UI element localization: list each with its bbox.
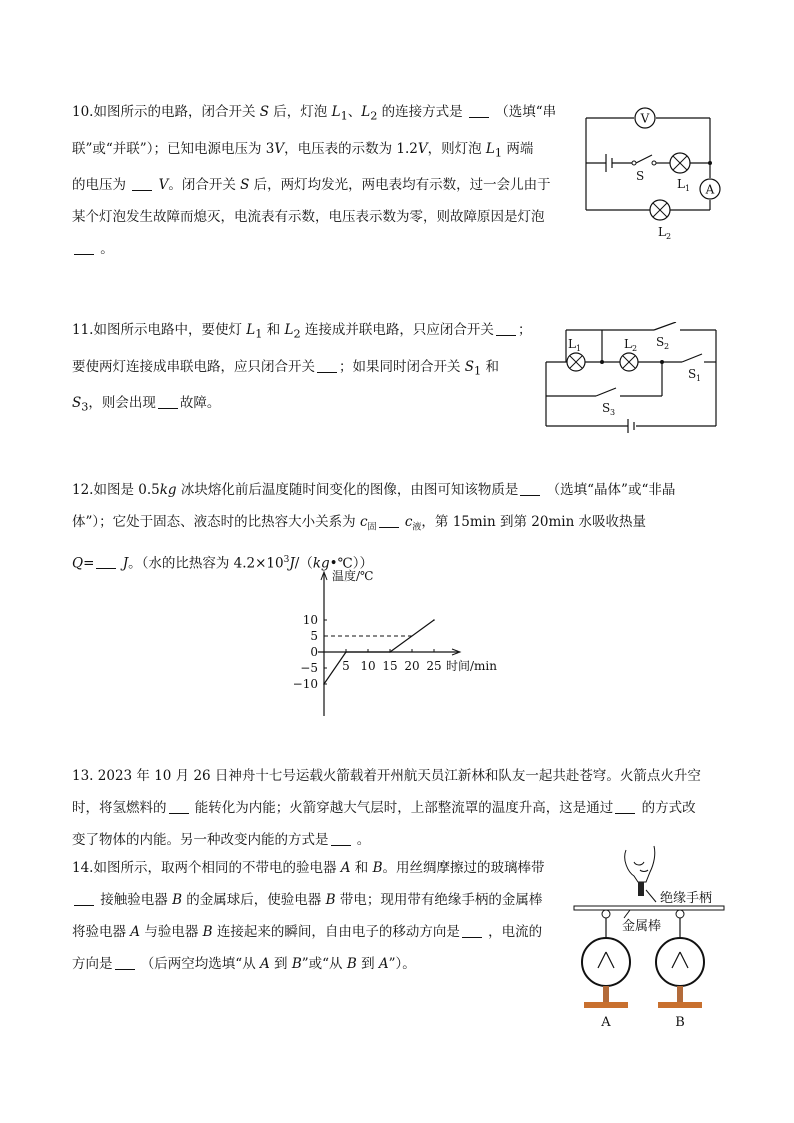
svg-text:V: V (640, 111, 650, 126)
q10-line-1: 10.如图所示的电路，闭合开关 S 后，灯泡 $L_1$、$L_2$ 的连接方式是 （选填“串 (72, 104, 557, 123)
y-tick-label: 0 (310, 645, 318, 659)
data-point (389, 651, 391, 653)
answer-blank[interactable] (317, 358, 337, 373)
q12-line-1: 12.如图是 0.5kg 冰块熔化前后温度随时间变化的图像，由图可知该物质是 （选填“晶体”或“非晶 (72, 482, 676, 498)
answer-blank[interactable] (74, 891, 94, 906)
svg-text:L: L (568, 337, 576, 351)
q12-line-3: Q= J。（水的比热容为 $4.2\times 10^3J/(kg•℃)$） (72, 554, 373, 572)
ammeter-icon (700, 179, 720, 199)
data-point (323, 683, 325, 685)
q13-line-2: 时，将氢燃料的 能转化为内能；火箭穿越大气层时，上部整流罩的温度升高，这是通过 的方式改 (72, 800, 696, 816)
voltmeter-icon (635, 108, 655, 128)
svg-text:2: 2 (664, 342, 670, 351)
svg-text:B: B (675, 1015, 685, 1030)
q10-line-4: 某个灯泡发生故障而熄灭，电流表有示数，电压表示数为零，则故障原因是灯泡 (72, 209, 545, 226)
y-tick-label: −5 (300, 661, 318, 675)
svg-text:2: 2 (632, 344, 638, 353)
q11-line-1: 11.如图所示电路中，要使灯 $L_1$ 和 $L_2$ 连接成并联电路，只应闭合开关 ； (72, 322, 532, 341)
hand-icon (625, 846, 655, 882)
q10-line-2: 联”或“并联”）；已知电源电压为 3V，电压表的示数为 1.2V，则灯泡 $L_1$ 两端 (72, 140, 534, 160)
q10-circuit-diagram (580, 104, 730, 244)
answer-blank[interactable] (469, 103, 489, 118)
answer-blank[interactable] (96, 554, 116, 569)
bulb-icon (650, 200, 670, 220)
q14-line-3: 将验电器 A 与验电器 B 连接起来的瞬间，自由电子的移动方向是 ，电流的 (72, 924, 543, 940)
answer-blank[interactable] (615, 799, 635, 814)
q14-line-1: 14.如图所示，取两个相同的不带电的验电器 A 和 B。用丝绸摩擦过的玻璃棒带 (72, 860, 545, 876)
answer-blank[interactable] (331, 831, 351, 846)
q14-line-2: 接触验电器 B 的金属球后，使验电器 B 带电；现用带有绝缘手柄的金属棒 (72, 884, 545, 916)
y-tick-label: 10 (302, 613, 318, 627)
electroscope-diagram (570, 842, 730, 1032)
answer-blank[interactable] (462, 923, 482, 938)
data-point (433, 619, 435, 621)
svg-text:1: 1 (576, 344, 582, 353)
svg-text:1: 1 (685, 184, 691, 193)
q11-line-2: 要使两灯连接成串联电路，应只闭合开关 ；如果同时闭合开关 $S_1$ 和 (72, 358, 500, 378)
question-14 (72, 852, 545, 980)
answer-blank[interactable] (158, 394, 178, 409)
answer-blank[interactable] (169, 799, 189, 814)
svg-text:S: S (688, 367, 697, 381)
y-tick-label: 5 (310, 629, 318, 643)
answer-blank[interactable] (496, 321, 516, 336)
q13-line-3: 变了物体的内能。另一种改变内能的方式是 。 (72, 832, 371, 848)
svg-text:S: S (656, 335, 665, 349)
data-point (345, 651, 347, 653)
metal-rod (574, 906, 724, 910)
question-11 (72, 314, 531, 424)
insulated-handle (638, 882, 644, 896)
x-tick-label: 20 (404, 659, 420, 673)
svg-text:L: L (677, 177, 685, 191)
bulb-icon (620, 353, 638, 371)
svg-text:3: 3 (610, 408, 616, 417)
handle-label: 绝缘手柄 (660, 891, 713, 906)
q11-circuit-diagram (540, 322, 720, 434)
q13-line-1: 13. 2023 年 10 月 26 日神舟十七号运载火箭载着开州航天员江新林和队友一起共赴苍穹。火箭点火升空 (72, 768, 701, 784)
q10-line-3: 的电压为 V。闭合开关 S 后，两灯均发光，两电表均有示数，过一会儿由于 (72, 177, 551, 194)
q12-line-2: 体”）；它处于固态、液态时的比热容大小关系为 $c_固$ $c_液$，第 15min 到第 20min 水吸收热量 (72, 514, 647, 533)
svg-text:1: 1 (696, 374, 702, 383)
x-tick-label: 15 (382, 659, 398, 673)
svg-text:A: A (705, 182, 715, 197)
rod-label: 金属棒 (622, 919, 662, 934)
svg-text:L: L (658, 225, 666, 239)
bulb-icon (567, 353, 585, 371)
svg-text:S: S (602, 401, 611, 415)
answer-blank[interactable] (379, 513, 399, 528)
question-10 (72, 96, 556, 265)
answer-blank[interactable] (74, 240, 94, 255)
svg-text:A: A (601, 1015, 611, 1030)
electroscope-b (656, 910, 704, 1030)
svg-text:2: 2 (666, 232, 672, 241)
answer-blank[interactable] (520, 481, 540, 496)
x-axis-label: 时间/min (446, 659, 497, 673)
q11-line-3: $S_3$，则会出现 故障。 (72, 395, 221, 415)
x-tick-label: 5 (342, 659, 350, 673)
q14-line-4: 方向是 （后两空均选填“从 A 到 B”或“从 B 到 A”）。 (72, 956, 416, 972)
y-axis-label: 温度/℃ (332, 569, 374, 583)
y-tick-label: −10 (292, 677, 318, 691)
bulb-icon (670, 153, 690, 173)
x-tick-label: 25 (426, 659, 442, 673)
answer-blank[interactable] (132, 176, 152, 191)
switch-label: S (636, 169, 645, 183)
x-tick-label: 10 (360, 659, 376, 673)
svg-text:L: L (624, 337, 632, 351)
handle-leader-line (646, 890, 656, 902)
q10-line-5: 。 (72, 233, 556, 265)
temperature-time-chart (280, 560, 510, 720)
answer-blank[interactable] (115, 955, 135, 970)
